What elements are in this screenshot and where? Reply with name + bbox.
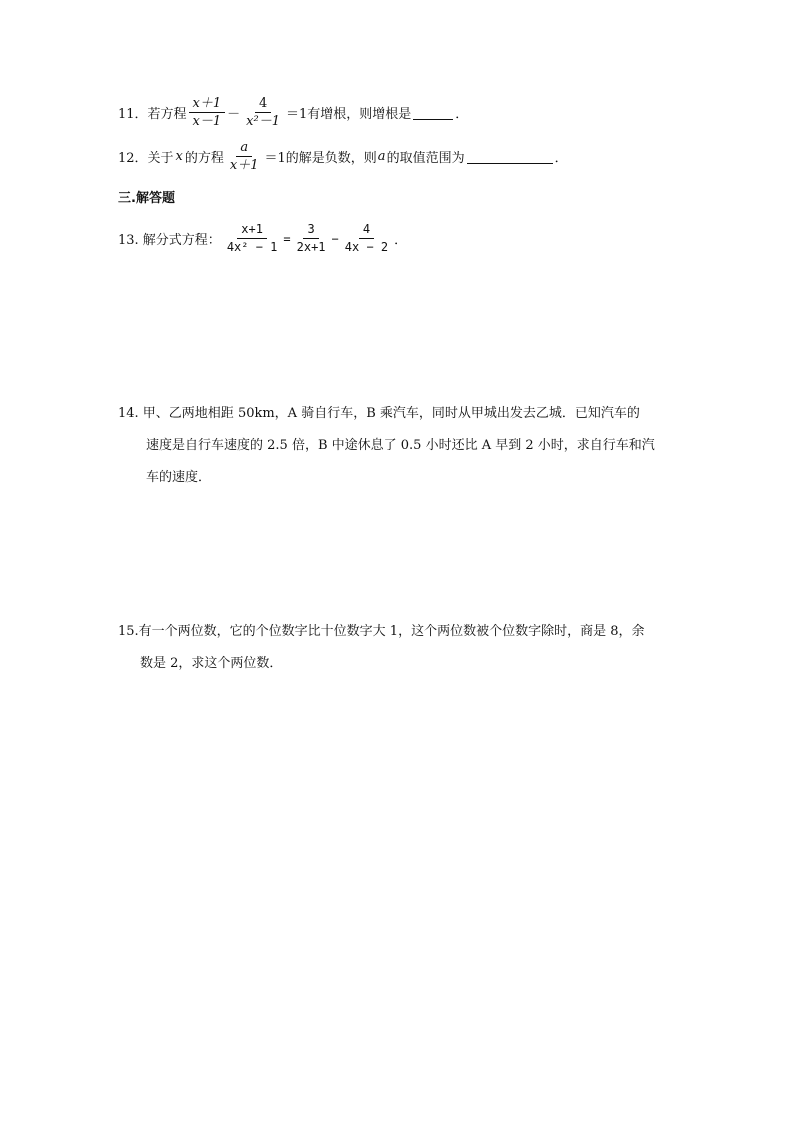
q15-line-1: 15.有一个两位数，它的个位数字比十位数字大 1，这个两位数被个位数字除时，商是 8，余 bbox=[118, 624, 645, 639]
q13-frac3-numerator: 4 bbox=[359, 222, 374, 239]
q13-label: 13. 解分式方程： bbox=[118, 233, 221, 248]
q13-frac1-denominator: 4x² − 1 bbox=[226, 240, 278, 254]
q12-tail: 的取值范围为 bbox=[386, 151, 465, 166]
question-11 bbox=[118, 96, 468, 129]
q13-fraction-1 bbox=[223, 222, 282, 255]
question-15 bbox=[118, 616, 644, 680]
q11-fraction-2 bbox=[242, 96, 284, 129]
question-13 bbox=[118, 222, 407, 255]
q12-variable-x: x bbox=[175, 149, 183, 164]
q12-answer-blank[interactable] bbox=[467, 162, 553, 164]
q12-frac-numerator: a bbox=[236, 140, 252, 157]
q12-fraction bbox=[226, 140, 263, 173]
q13-equals: = bbox=[283, 231, 291, 246]
q15-line-2: 数是 2，求这个两位数． bbox=[140, 656, 283, 671]
section-3-heading: 三.解答题 bbox=[118, 191, 175, 206]
q12-mid: 的方程 bbox=[184, 151, 224, 166]
q13-end: ． bbox=[394, 233, 408, 248]
q11-frac1-numerator: x＋1 bbox=[189, 96, 226, 113]
q11-label: 11．若方程 bbox=[118, 107, 187, 122]
q12-rhs: ＝1的解是负数，则 bbox=[264, 151, 377, 166]
q13-frac2-denominator: 2x+1 bbox=[296, 240, 326, 254]
q11-rhs: ＝1有增根，则增根是 bbox=[286, 107, 412, 122]
q13-frac1-numerator: x+1 bbox=[237, 222, 267, 239]
q11-answer-blank[interactable] bbox=[413, 118, 453, 120]
q12-frac-denominator: x＋1 bbox=[229, 158, 259, 173]
q14-line-3: 车的速度． bbox=[146, 470, 212, 485]
q13-frac2-numerator: 3 bbox=[303, 222, 318, 239]
q13-fraction-2 bbox=[293, 222, 330, 255]
q13-frac3-denominator: 4x − 2 bbox=[344, 240, 389, 254]
q12-end: ． bbox=[554, 151, 568, 166]
q14-line-1: 14. 甲、乙两地相距 50km，A 骑自行车，B 乘汽车，同时从甲城出发去乙城．已知汽车的 bbox=[118, 406, 640, 421]
q14-line-2: 速度是自行车速度的 2.5 倍，B 中途休息了 0.5 小时还比 A 早到 2 小时，求自行车和汽 bbox=[146, 438, 655, 453]
q13-minus: − bbox=[331, 231, 339, 246]
q12-variable-a: a bbox=[377, 149, 386, 164]
q11-frac2-numerator: 4 bbox=[255, 96, 271, 113]
q11-frac2-denominator: x²－1 bbox=[246, 114, 280, 129]
q13-fraction-3 bbox=[341, 222, 392, 255]
question-14 bbox=[118, 398, 655, 494]
q11-end: ． bbox=[455, 107, 469, 122]
question-12 bbox=[118, 140, 568, 173]
q11-frac1-denominator: x－1 bbox=[192, 114, 222, 129]
q11-minus: － bbox=[227, 107, 241, 122]
q12-label: 12．关于 bbox=[118, 151, 174, 166]
q11-fraction-1 bbox=[189, 96, 226, 129]
